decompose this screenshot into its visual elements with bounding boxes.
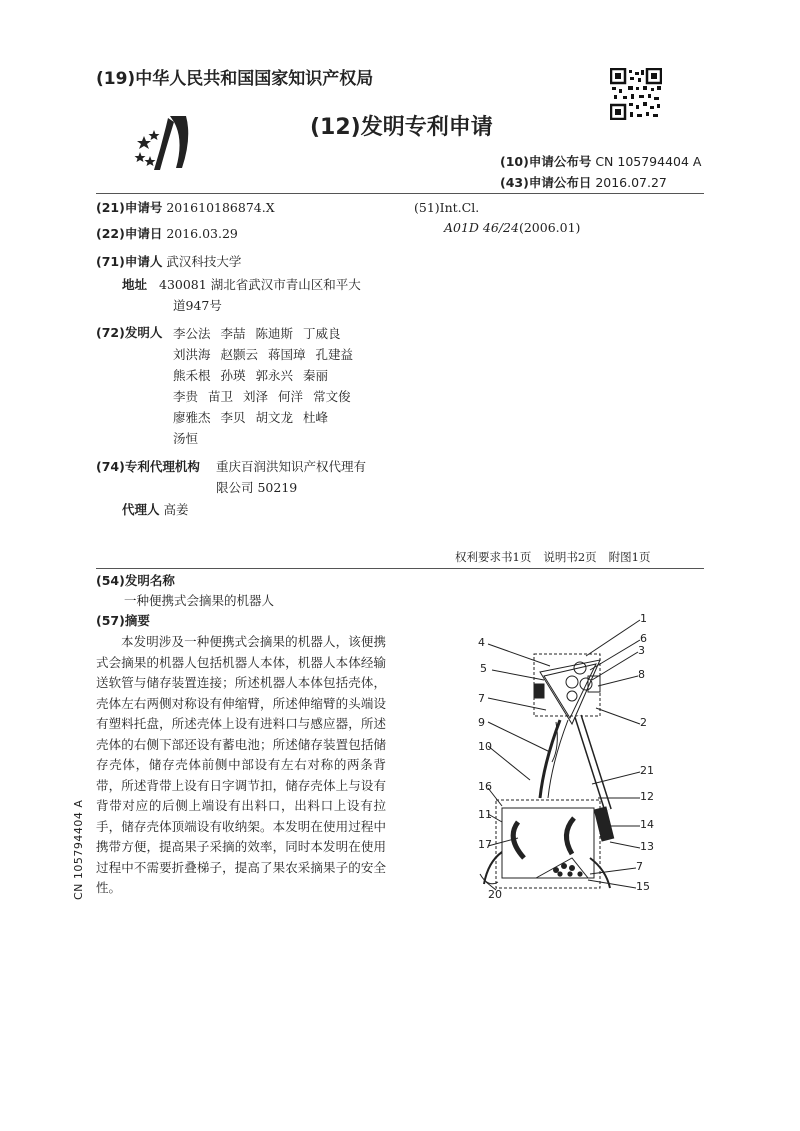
inventor-name: 陈迪斯	[255, 326, 294, 341]
agent: 高姜	[163, 502, 189, 517]
side-publication-code: CN 105794404 A	[72, 799, 85, 900]
application-number-row	[96, 198, 275, 218]
application-date-row	[96, 224, 238, 244]
ipc-code: A01D 46/24	[444, 220, 519, 235]
application-number-label: (21)申请号	[96, 200, 163, 215]
agency-label: (74)专利代理机构	[96, 459, 200, 474]
inventor-name: 常文俊	[313, 389, 351, 404]
figure-label: 7	[636, 860, 643, 873]
figure-label: 6	[640, 632, 647, 645]
figure-label: 9	[478, 716, 485, 729]
inventor-name: 胡文龙	[255, 410, 294, 425]
inventor-name: 赵颢云	[220, 347, 259, 362]
qr-code	[610, 68, 662, 120]
figure-label: 12	[640, 790, 654, 803]
application-date: 2016.03.29	[166, 226, 238, 241]
inventor-name: 孙瑛	[220, 368, 246, 383]
cnipa-logo	[130, 108, 210, 178]
drawing-pages: 附图1页	[608, 550, 651, 564]
figure-label: 15	[636, 880, 650, 893]
address-line-2: 道947号	[173, 298, 222, 313]
inventor-name: 李贵	[173, 389, 199, 404]
inventor-row	[173, 407, 403, 428]
figure-label: 14	[640, 818, 654, 831]
figure-label: 16	[478, 780, 492, 793]
inventor-row	[173, 386, 403, 407]
inventor-row	[173, 323, 403, 344]
ipc-label: (51)Int.Cl.	[414, 200, 480, 215]
abstract-text: 本发明涉及一种便携式会摘果的机器人，该便携式会摘果的机器人包括机器人本体，机器人本体经输送软管与储存装置连接；所述机器人本体包括壳体，壳体左右两侧对称设有伸缩臂，所述伸缩臂的头端设有塑料托盘，所述壳体上设有进料口与感应器，所述壳体的右侧下部还设有蓄电池；所述储存装置包括储存壳体，储存壳体前侧中部设有左右对称的两条背带，所述背带上设有日字调节扣，储存壳体上与设有背带对应的后侧上端设有出料口，出料口上设有拉手，储存壳体顶端设有收纳架。本发明在使用过程中携带方便，提高果子采摘的效率，同时本发明在使用过程中不需要折叠梯子，提高了果农采摘果子的安全性。	[96, 634, 386, 895]
agent-label: 代理人	[122, 502, 160, 517]
publication-date-row	[500, 173, 667, 191]
figure-label: 7	[478, 692, 485, 705]
claims-pages: 权利要求书1页	[455, 550, 532, 564]
applicant: 武汉科技大学	[166, 254, 242, 269]
publication-date-label: (43)申请公布日	[500, 175, 592, 190]
abstract-label: (57)摘要	[96, 613, 150, 628]
inventor-name: 李贝	[220, 410, 246, 425]
figure-label: 11	[478, 808, 492, 821]
figure-label: 8	[638, 668, 645, 681]
figure-label: 20	[488, 888, 502, 901]
header-divider	[96, 193, 704, 194]
publication-number-label: (10)申请公布号	[500, 154, 592, 169]
figure-label: 17	[478, 838, 492, 851]
inventor-name: 熊禾根	[173, 368, 211, 383]
description-pages: 说明书2页	[543, 550, 597, 564]
inventor-name: 李公法	[173, 326, 211, 341]
inventor-name: 何洋	[278, 389, 304, 404]
address-line-1: 430081 湖北省武汉市青山区和平大	[159, 277, 361, 292]
pages-divider	[96, 568, 704, 569]
figure-label: 2	[640, 716, 647, 729]
inventors-list	[173, 323, 403, 449]
ipc-classification	[444, 218, 580, 238]
inventor-name: 李喆	[220, 326, 246, 341]
inventor-name: 杜峰	[303, 410, 329, 425]
agent-row	[122, 500, 189, 520]
figure-label: 10	[478, 740, 492, 753]
inventor-name: 苗卫	[208, 389, 234, 404]
title-label: (54)发明名称	[96, 573, 175, 588]
figure-label: 3	[638, 644, 645, 657]
inventor-row	[173, 365, 403, 386]
inventor-name: 孔建益	[315, 347, 354, 362]
document-type: (12)发明专利申请	[310, 115, 493, 140]
publication-number: CN 105794404 A	[595, 154, 702, 169]
inventor-name: 丁威良	[303, 326, 341, 341]
publication-number-row	[500, 152, 701, 170]
inventors-label: (72)发明人	[96, 325, 163, 340]
qr-code-icon	[610, 68, 662, 120]
application-number: 201610186874.X	[166, 200, 275, 215]
robot-drawing	[440, 612, 690, 908]
abstract-figure	[440, 612, 690, 908]
ipc-version: (2006.01)	[518, 220, 581, 235]
cnipa-logo-icon	[130, 108, 210, 178]
application-date-label: (22)申请日	[96, 226, 163, 241]
inventor-row	[173, 344, 403, 365]
invention-title: 一种便携式会摘果的机器人	[124, 593, 275, 608]
inventor-name: 刘洪海	[173, 347, 211, 362]
inventor-name: 秦丽	[303, 368, 329, 383]
applicant-row	[96, 252, 241, 272]
publication-date: 2016.07.27	[595, 175, 667, 190]
inventor-name: 郭永兴	[255, 368, 294, 383]
figure-label: 4	[478, 636, 485, 649]
figure-label: 13	[640, 840, 654, 853]
inventor-name: 刘泽	[243, 389, 269, 404]
figure-label: 21	[640, 764, 654, 777]
agency-line-2: 限公司 50219	[216, 480, 298, 495]
agency-line-1: 重庆百润洪知识产权代理有	[216, 459, 367, 474]
inventor-row	[173, 428, 403, 449]
figure-label: 1	[640, 612, 647, 625]
inventor-name: 廖雅杰	[173, 410, 211, 425]
figure-label: 5	[480, 662, 487, 675]
applicant-label: (71)申请人	[96, 254, 163, 269]
inventor-name: 蒋国璋	[268, 347, 306, 362]
inventor-name: 汤恒	[173, 431, 199, 446]
office-name: (19)中华人民共和国国家知识产权局	[96, 69, 374, 89]
address-label: 地址	[122, 277, 148, 292]
page-counts	[455, 549, 662, 565]
